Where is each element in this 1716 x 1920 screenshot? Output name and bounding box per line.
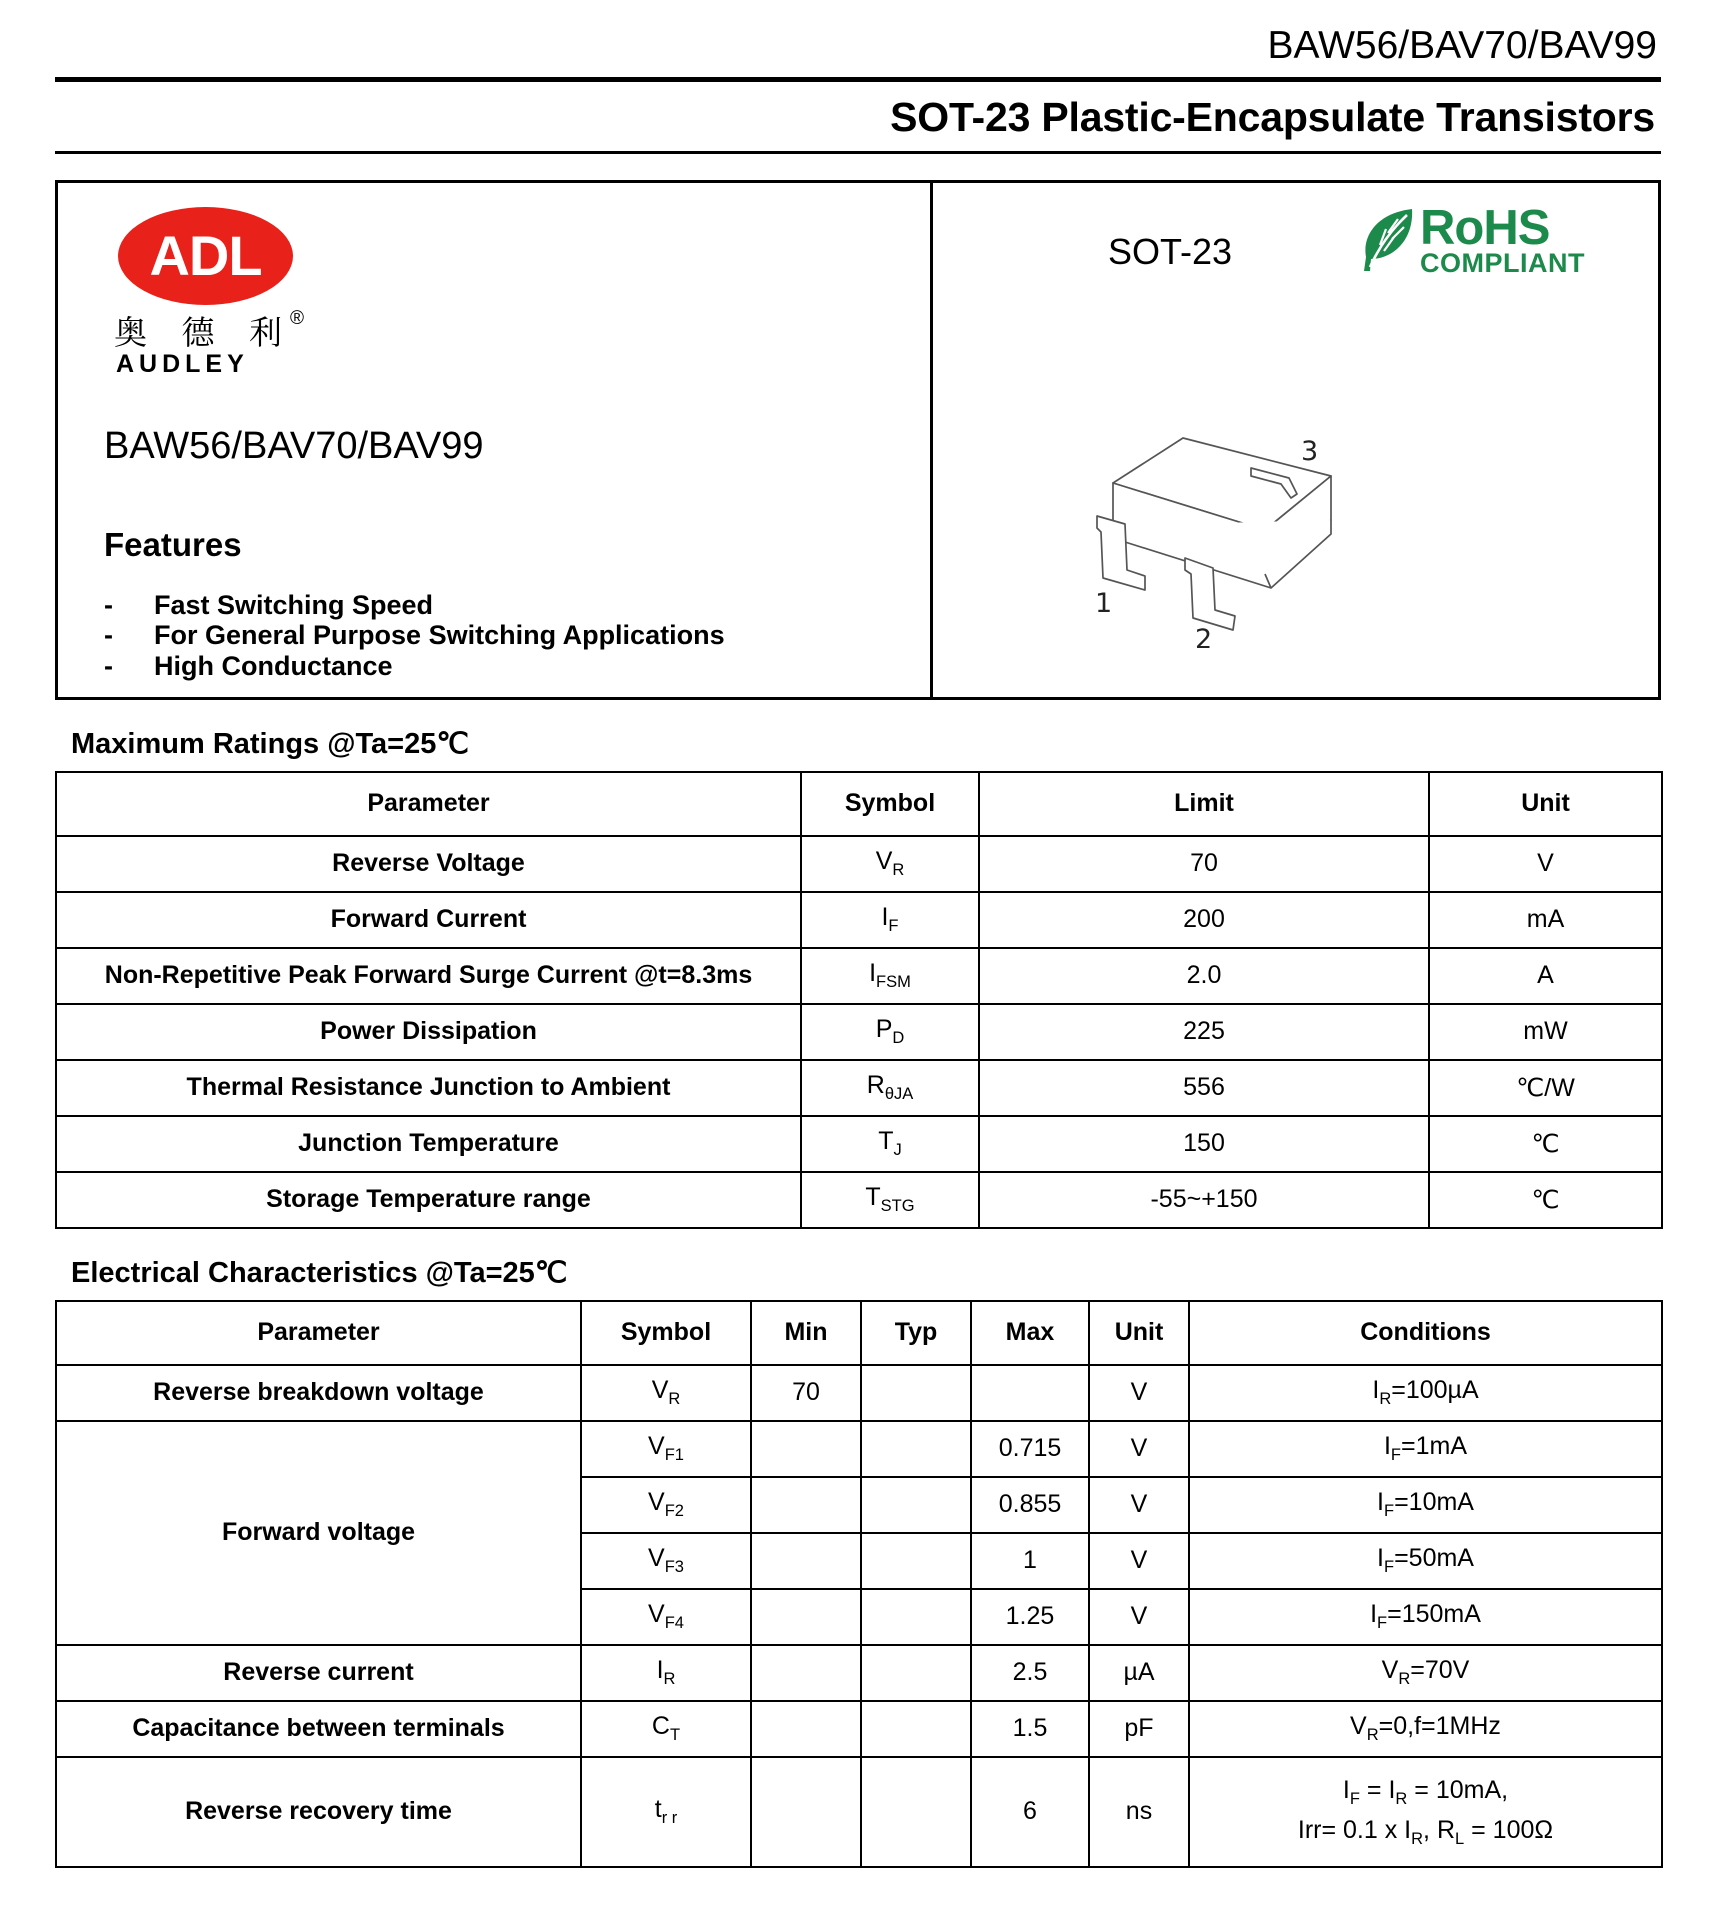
product-info-left — [58, 183, 933, 697]
pin-2-label: 2 — [1195, 623, 1213, 648]
column-header-unit: Unit — [1429, 772, 1662, 836]
condition-sub: F — [1383, 1558, 1395, 1577]
symbol-base: I — [881, 903, 889, 932]
condition-base: I — [1377, 1544, 1384, 1573]
cell-max: 1.25 — [971, 1589, 1089, 1645]
electrical-characteristics-title: Electrical Characteristics @Ta=25℃ — [71, 1256, 568, 1289]
cell-typ — [861, 1533, 971, 1589]
cell-conditions — [1189, 1533, 1662, 1589]
product-info-box — [55, 180, 1661, 700]
cell-unit: V — [1429, 836, 1662, 892]
cell-min — [751, 1645, 861, 1701]
table-row — [56, 948, 1662, 1004]
cell-min — [751, 1421, 861, 1477]
cell-min: 70 — [751, 1365, 861, 1421]
cell-symbol — [801, 1116, 979, 1172]
symbol-base: T — [878, 1127, 894, 1156]
pin-1-label: 1 — [1095, 587, 1113, 619]
cell-limit: 2.0 — [979, 948, 1429, 1004]
cell-symbol — [581, 1701, 751, 1757]
column-header-min: Min — [751, 1301, 861, 1365]
condition-line-2: Irr= 0.1 x $I_R$, $R_L = 100\Omega$ — [1297, 1815, 1554, 1848]
cell-limit: 200 — [979, 892, 1429, 948]
symbol-base: V — [648, 1488, 665, 1517]
cell-unit: V — [1089, 1365, 1189, 1421]
cell-unit: ℃ — [1429, 1116, 1662, 1172]
symbol-sub: F2 — [664, 1502, 684, 1521]
sot23-package-drawing — [1053, 398, 1393, 648]
cell-symbol — [801, 948, 979, 1004]
cell-conditions — [1189, 1365, 1662, 1421]
condition-base: I — [1372, 1376, 1380, 1405]
cell-min — [751, 1589, 861, 1645]
symbol-sub: F4 — [664, 1614, 684, 1633]
condition-sub: F — [1390, 1446, 1402, 1465]
features-list — [104, 590, 930, 682]
cell-typ — [861, 1757, 971, 1867]
condition-base: V — [1350, 1712, 1367, 1741]
cell-limit: 70 — [979, 836, 1429, 892]
cell-max: 6 — [971, 1757, 1089, 1867]
symbol-sub: T — [669, 1726, 681, 1745]
document-header — [55, 0, 1661, 67]
page-title: SOT-23 Plastic-Encapsulate Transistors — [890, 93, 1655, 140]
cell-parameter: Junction Temperature — [56, 1116, 801, 1172]
condition-rest: =0,f=1MHz — [1378, 1712, 1501, 1741]
cell-symbol — [801, 1172, 979, 1228]
symbol-base: t — [654, 1795, 662, 1824]
cell-conditions — [1189, 1421, 1662, 1477]
cell-typ — [861, 1477, 971, 1533]
cell-typ — [861, 1645, 971, 1701]
cell-parameter: Power Dissipation — [56, 1004, 801, 1060]
condition-sub: R — [1379, 1390, 1392, 1409]
feature-label: Fast Switching Speed — [154, 589, 434, 620]
cell-parameter: Forward Current — [56, 892, 801, 948]
condition-sub: F — [1383, 1502, 1395, 1521]
cell-parameter: Capacitance between terminals — [56, 1701, 581, 1757]
registered-trademark-icon: ® — [289, 307, 304, 329]
table-header-row — [56, 772, 1662, 836]
logo-chinese-name: 奥 德 利 — [114, 312, 294, 352]
feature-label: High Conductance — [154, 650, 393, 681]
cell-unit: ns — [1089, 1757, 1189, 1867]
electrical-characteristics-table — [55, 1300, 1663, 1868]
column-header-limit: Limit — [979, 772, 1429, 836]
symbol-sub: R — [663, 1670, 676, 1689]
symbol-base: P — [875, 1015, 893, 1044]
feature-item — [104, 620, 930, 651]
cell-max: 0.715 — [971, 1421, 1089, 1477]
table-header-row — [56, 1301, 1662, 1365]
cell-parameter: Reverse Voltage — [56, 836, 801, 892]
cell-symbol — [801, 836, 979, 892]
cell-typ — [861, 1589, 971, 1645]
cell-typ — [861, 1421, 971, 1477]
cell-limit: 150 — [979, 1116, 1429, 1172]
cell-unit: A — [1429, 948, 1662, 1004]
symbol-sub: FSM — [876, 973, 911, 992]
column-header-symbol: Symbol — [801, 772, 979, 836]
symbol-base: V — [648, 1544, 665, 1573]
cell-unit: V — [1089, 1421, 1189, 1477]
cell-symbol — [581, 1645, 751, 1701]
symbol-base: T — [865, 1183, 881, 1212]
logo-chinese-row — [104, 305, 324, 354]
rohs-sub-text: COMPLIANT — [1420, 248, 1585, 279]
table-row — [56, 836, 1662, 892]
cell-max: 1 — [971, 1533, 1089, 1589]
symbol-base: V — [648, 1600, 665, 1629]
symbol-sub: θJA — [884, 1085, 914, 1104]
cell-unit: V — [1089, 1533, 1189, 1589]
symbol-sub: r r — [661, 1809, 678, 1828]
table-row — [56, 892, 1662, 948]
cell-conditions — [1189, 1477, 1662, 1533]
column-header-parameter: Parameter — [56, 1301, 581, 1365]
cell-parameter: Storage Temperature range — [56, 1172, 801, 1228]
cell-unit: V — [1089, 1477, 1189, 1533]
header-rule-bottom — [55, 151, 1661, 154]
leaf-icon — [1358, 205, 1420, 277]
condition-rest: =50mA — [1394, 1544, 1474, 1573]
cell-symbol — [581, 1589, 751, 1645]
feature-item — [104, 590, 930, 621]
cell-symbol — [581, 1533, 751, 1589]
cell-limit: -55~+150 — [979, 1172, 1429, 1228]
symbol-base: V — [651, 1376, 669, 1405]
cell-max — [971, 1365, 1089, 1421]
table-row — [56, 1757, 1662, 1867]
cell-parameter: Non-Repetitive Peak Forward Surge Current @t=8.3ms — [56, 948, 801, 1004]
cell-limit: 225 — [979, 1004, 1429, 1060]
condition-sub: F — [1377, 1614, 1388, 1633]
symbol-base: I — [656, 1656, 664, 1685]
cell-typ — [861, 1701, 971, 1757]
max-ratings-title: Maximum Ratings @Ta=25℃ — [71, 727, 469, 760]
cell-unit: mW — [1429, 1004, 1662, 1060]
condition-line-1: $I_F = I_R = 10mA$, — [1342, 1776, 1509, 1809]
feature-item — [104, 651, 930, 682]
cell-min — [751, 1477, 861, 1533]
column-header-unit: Unit — [1089, 1301, 1189, 1365]
symbol-base: R — [866, 1071, 885, 1100]
max-ratings-body — [56, 836, 1662, 1228]
cell-min — [751, 1533, 861, 1589]
cell-unit: V — [1089, 1589, 1189, 1645]
feature-label: For General Purpose Switching Applications — [154, 620, 725, 651]
table-row — [56, 1421, 1662, 1477]
condition-sub: R — [1398, 1670, 1411, 1689]
cell-unit: ℃/W — [1429, 1060, 1662, 1116]
column-header-parameter: Parameter — [56, 772, 801, 836]
cell-symbol — [801, 1060, 979, 1116]
rohs-text-block — [1420, 200, 1585, 279]
cell-symbol — [581, 1757, 751, 1867]
rohs-compliant-logo — [1358, 200, 1618, 279]
column-header-conditions: Conditions — [1189, 1301, 1662, 1365]
package-type-label: SOT-23 — [1108, 230, 1233, 272]
company-logo — [104, 207, 324, 379]
cell-unit: mA — [1429, 892, 1662, 948]
cell-parameter: Thermal Resistance Junction to Ambient — [56, 1060, 801, 1116]
logo-english-name: AUDLEY — [116, 349, 249, 378]
symbol-sub: D — [892, 1029, 905, 1048]
condition-rest: =10mA — [1394, 1488, 1474, 1517]
symbol-base: V — [875, 847, 893, 876]
cell-max: 0.855 — [971, 1477, 1089, 1533]
adl-logo-text: ADL — [149, 223, 262, 287]
cell-unit: µA — [1089, 1645, 1189, 1701]
cell-unit: ℃ — [1429, 1172, 1662, 1228]
condition-rest: =100µA — [1391, 1376, 1479, 1405]
symbol-sub: R — [668, 1390, 681, 1409]
cell-min — [751, 1757, 861, 1867]
table-row — [56, 1172, 1662, 1228]
pin-3-label: 3 — [1301, 435, 1319, 467]
cell-conditions — [1189, 1589, 1662, 1645]
symbol-base: V — [648, 1432, 665, 1461]
condition-base: I — [1383, 1432, 1391, 1461]
cell-parameter: Reverse current — [56, 1645, 581, 1701]
cell-symbol — [581, 1477, 751, 1533]
cell-conditions — [1189, 1645, 1662, 1701]
bullet-icon: - — [104, 620, 113, 651]
table-row — [56, 1004, 1662, 1060]
condition-rest: =150mA — [1387, 1600, 1481, 1629]
symbol-base: C — [651, 1712, 670, 1741]
cell-unit: pF — [1089, 1701, 1189, 1757]
table-row — [56, 1701, 1662, 1757]
condition-text: I — [1342, 1776, 1350, 1805]
symbol-sub: J — [893, 1141, 902, 1160]
cell-conditions — [1189, 1757, 1662, 1867]
product-part-heading: BAW56/BAV70/BAV99 — [104, 424, 484, 467]
bullet-icon: - — [104, 589, 113, 620]
symbol-sub: F1 — [664, 1446, 684, 1465]
symbol-sub: STG — [880, 1197, 915, 1216]
condition-base: V — [1381, 1656, 1399, 1685]
cell-min — [751, 1701, 861, 1757]
max-ratings-table — [55, 771, 1663, 1229]
cell-symbol — [581, 1421, 751, 1477]
column-header-max: Max — [971, 1301, 1089, 1365]
condition-sub: R — [1366, 1726, 1379, 1745]
condition-rest: =1mA — [1401, 1432, 1468, 1461]
symbol-sub: F3 — [664, 1558, 684, 1577]
condition-base: I — [1370, 1600, 1378, 1629]
header-part-numbers: BAW56/BAV70/BAV99 — [1267, 24, 1657, 67]
cell-conditions — [1189, 1701, 1662, 1757]
cell-limit: 556 — [979, 1060, 1429, 1116]
cell-symbol — [581, 1365, 751, 1421]
electrical-characteristics-body — [56, 1365, 1662, 1867]
cell-max: 2.5 — [971, 1645, 1089, 1701]
product-info-right — [933, 183, 1658, 697]
condition-rest: =70V — [1410, 1656, 1470, 1685]
cell-max: 1.5 — [971, 1701, 1089, 1757]
condition-base: I — [1377, 1488, 1384, 1517]
table-row — [56, 1645, 1662, 1701]
symbol-sub: F — [888, 917, 899, 936]
features-heading: Features — [104, 525, 242, 563]
adl-logo-ellipse — [118, 207, 293, 305]
cell-symbol — [801, 892, 979, 948]
symbol-sub: R — [892, 861, 905, 880]
table-row — [56, 1365, 1662, 1421]
cell-parameter: Reverse breakdown voltage — [56, 1365, 581, 1421]
rohs-main-text: RoHS — [1420, 200, 1550, 255]
table-row — [56, 1060, 1662, 1116]
cell-typ — [861, 1365, 971, 1421]
table-row — [56, 1116, 1662, 1172]
cell-symbol — [801, 1004, 979, 1060]
cell-parameter: Reverse recovery time — [56, 1757, 581, 1867]
column-header-symbol: Symbol — [581, 1301, 751, 1365]
bullet-icon: - — [104, 650, 113, 681]
cell-parameter: Forward voltage — [56, 1421, 581, 1645]
column-header-typ: Typ — [861, 1301, 971, 1365]
symbol-base: I — [869, 959, 877, 988]
